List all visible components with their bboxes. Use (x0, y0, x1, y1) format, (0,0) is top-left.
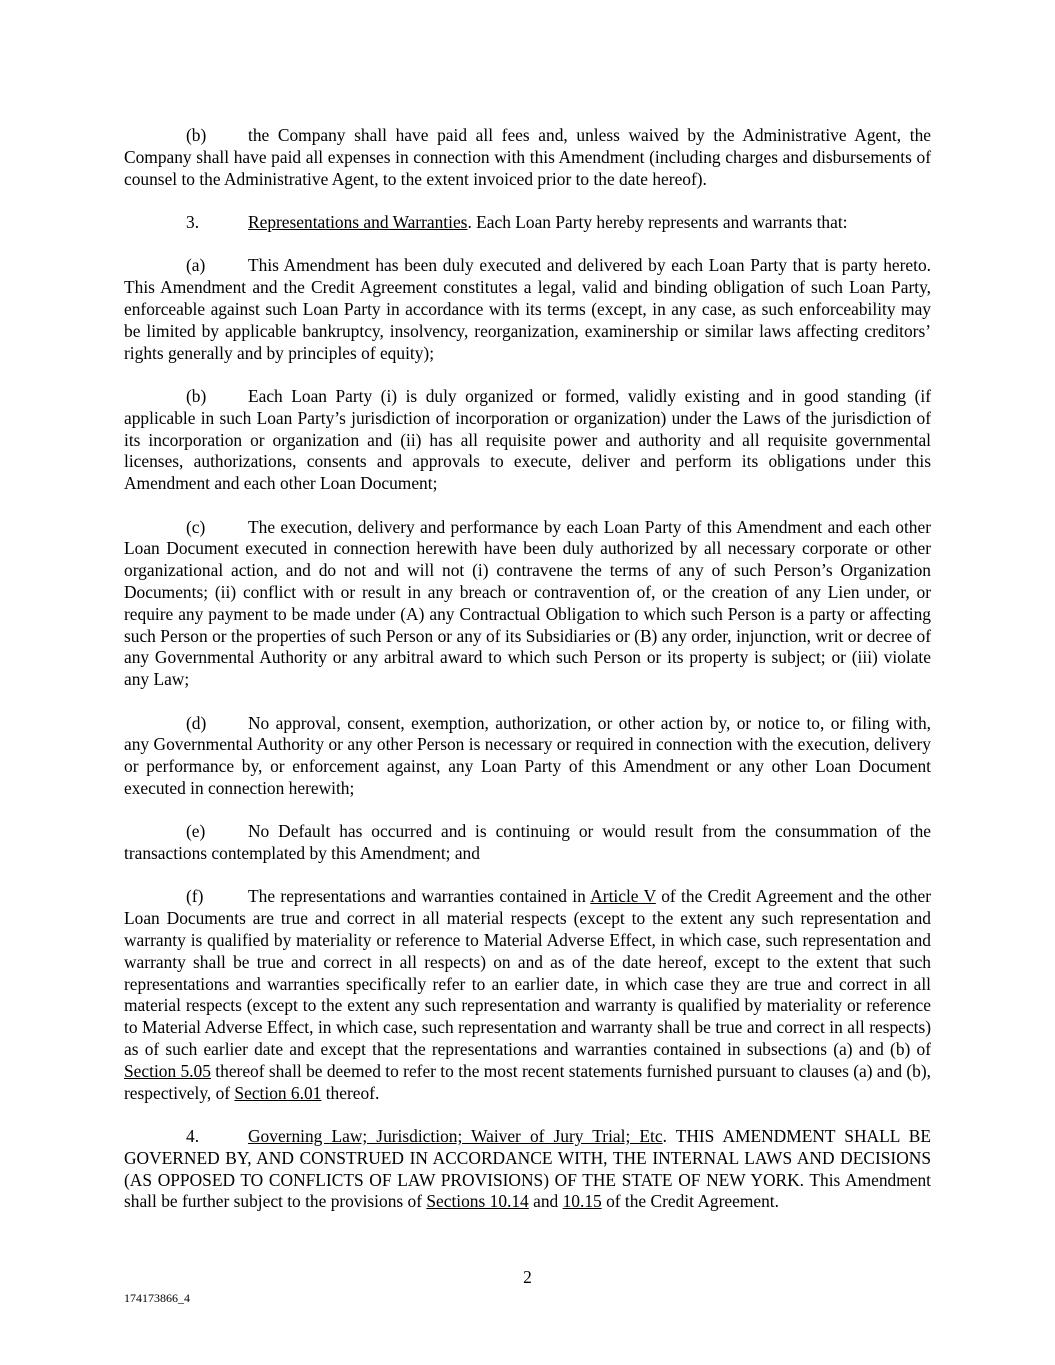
paragraph-label: (d) (186, 712, 207, 733)
paragraph-label: (b) (186, 125, 207, 145)
paragraph-text: thereof shall be deemed to refer to the most recent statements furnished pursuant to clauses (a) and (b), respectively, of (124, 1060, 931, 1103)
paragraph-label: (b) (186, 385, 207, 406)
paragraph-label: (a) (186, 255, 206, 276)
document-body (124, 125, 931, 1213)
paragraph-e (124, 821, 931, 865)
paragraph-label: (f) (186, 886, 204, 907)
section-6-01-reference: Section 6.01 (234, 1082, 322, 1103)
section-text: of the Credit Agreement. (601, 1191, 779, 1212)
paragraph-b (124, 386, 931, 495)
section-10-15-reference: 10.15 (562, 1191, 602, 1212)
paragraph-text: This Amendment has been duly executed and delivered by each Loan Party that is party hereto. This Amendment and the Credit Agreement constitutes a legal, valid and binding obligation of such Loan Party, enforceable against such Loan Party in accordance with its terms (except, in any case, as such enforceability may be limited by applicable bankruptcy, insolvency, reorganization, examinership or similar laws affecting creditors’ rights generally and by principles of equity); (124, 255, 931, 363)
paragraph-label: (c) (186, 516, 206, 537)
paragraph-text: the Company shall have paid all fees and, unless waived by the Administrative Agent, the Company shall have paid all expenses in connection with this Amendment (including charges and disbursements of counsel to the Administrative Agent, to the extent invoiced prior to the date hereof). (124, 125, 931, 189)
section-5-05-reference: Section 5.05 (124, 1060, 211, 1081)
paragraph-b-fees (124, 125, 931, 190)
paragraph-f (124, 886, 931, 1104)
section-3-heading (124, 212, 931, 234)
paragraph-text: The execution, delivery and performance by each Loan Party of this Amendment and each other Loan Document executed in connection herewith have been duly authorized by all necessary corporate or other organizational action, and do not and will not (i) contravene the terms of any of such Person’s Organization Documents; (ii) conflict with or result in any breach or contravention of, or the creation of any Lien under, or require any payment to be made under (A) any Contractual Obligation to which such Person is a party or affecting such Person or the properties of such Person or any of its Subsidiaries or (B) any order, injunction, writ or decree of any Governmental Authority or any arbitral award to which such Person or its property is subject; or (iii) violate any Law; (124, 516, 931, 690)
paragraph-d (124, 713, 931, 800)
section-number: 4. (186, 1126, 200, 1147)
paragraph-text: Each Loan Party (i) is duly organized or formed, validly existing and in good standing (if applicable in such Loan Party’s jurisdiction of incorporation or organization) under the Laws of the jurisdiction of its incorporation or organization and (ii) has all requisite power and authority and all requisite governmental licenses, authorizations, consents and approvals to execute, deliver and perform its obligations under this Amendment and each other Loan Document; (124, 385, 931, 494)
section-text: . THIS AMENDMENT SHALL BE GOVERNED BY, AND CONSTRUED IN ACCORDANCE WITH, THE INTERNAL LAWS AND DECISIONS (AS OPPOSED TO CONFLICTS OF LAW PROVISIONS) OF THE STATE OF NEW YORK. This Amendment shall be further subject to the provisions of (124, 1126, 931, 1212)
sections-10-14-reference: Sections 10.14 (426, 1191, 529, 1212)
paragraph-c (124, 517, 931, 691)
section-title: Governing Law; Jurisdiction; Waiver of Jury Trial; Etc (248, 1126, 663, 1147)
section-intro-text: . Each Loan Party hereby represents and warrants that: (467, 211, 848, 232)
paragraph-text: No Default has occurred and is continuing or would result from the consummation of the transactions contemplated by this Amendment; and (124, 821, 931, 864)
paragraph-text: of the Credit Agreement and the other Loan Documents are true and correct in all material respects (except to the extent any such representation and warranty is qualified by materiality or reference to Material Adverse Effect, in which case, such representation and warranty shall be true and correct in all respects) on and as of the date hereof, except to the extent that such representations and warranties specifically refer to an earlier date, in which case they are true and correct in all material respects (except to the extent any such representation and warranty is qualified by materiality or reference to Material Adverse Effect, in which case, such representation and warranty shall be true and correct in all respects) as of such earlier date and except that the representations and warranties contained in subsections (a) and (b) of (124, 886, 931, 1060)
section-4 (124, 1126, 931, 1213)
paragraph-label: (e) (186, 821, 206, 842)
section-number: 3. (186, 211, 200, 232)
section-title: Representations and Warranties (248, 211, 468, 232)
paragraph-text: thereof. (321, 1082, 380, 1103)
section-text: and (528, 1191, 563, 1212)
document-id: 174173866_4 (124, 1291, 190, 1305)
paragraph-a (124, 255, 931, 364)
paragraph-text: The representations and warranties contained in (248, 886, 591, 907)
paragraph-text: No approval, consent, exemption, authorization, or other action by, or notice to, or filing with, any Governmental Authority or any other Person is necessary or required in connection with the execution, delivery or performance by, or enforcement against, any Loan Party of this Amendment or any other Loan Document executed in connection herewith; (124, 712, 931, 798)
page-number: 2 (523, 1267, 532, 1287)
article-v-reference: Article V (590, 886, 656, 907)
